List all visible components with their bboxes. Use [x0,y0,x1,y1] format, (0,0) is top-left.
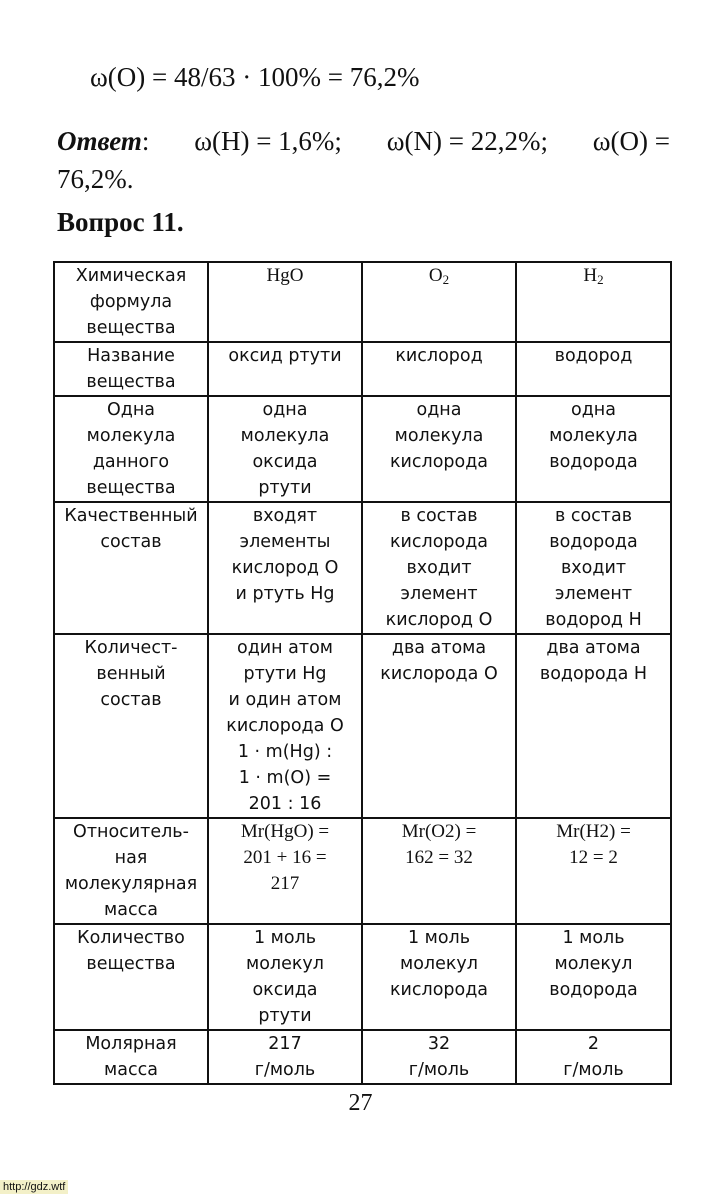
cell-line: Молярная [85,1034,177,1054]
chemical-formula [519,263,668,293]
cell-line: и ртуть Hg [235,584,335,604]
table-cell [208,342,362,396]
table-cell [208,502,362,634]
table-cell [516,396,671,502]
cell-line: молекул [246,954,324,974]
table-row [54,818,671,924]
cell-line: два атома [546,638,641,658]
cell-line: кислорода [389,452,489,472]
table-cell [362,342,516,396]
cell-line: состав [100,532,162,552]
row-label [54,924,208,1030]
cell-line: в состав [554,506,633,526]
cell-line: данного [92,452,170,472]
cell-line: 1 моль [562,928,625,948]
cell-line: масса [104,1060,158,1080]
cell-line: Количест- [84,638,178,658]
answer-block [57,122,670,198]
cell-line: молекулярная [64,874,198,894]
formula-cell [208,262,362,342]
cell-line: Mr(H2) = [556,821,631,842]
cell-line: Mr(HgO) = [240,821,330,842]
cell-line: ртути [258,1006,312,1026]
cell-line: Mr(O2) = [401,821,477,842]
table-cell [362,634,516,818]
cell-line: состав [100,690,162,710]
table-cell [516,342,671,396]
cell-line: и один атом [228,690,342,710]
cell-line: Одна [106,400,156,420]
answer-part-3: ω(O) = [592,126,670,156]
cell-line: молекула [86,426,176,446]
cell-line: 1 моль [407,928,471,948]
cell-line: водород [554,346,633,366]
cell-line: 217 [268,1034,302,1054]
cell-line: вещества [86,478,176,498]
cell-line: венный [96,664,166,684]
table-cell [516,924,671,1030]
cell-line: Количество [77,928,185,948]
question-heading: Вопрос 11. [57,207,184,237]
cell-line: 1 · m(O) = [238,768,332,788]
formula-base: HgO [266,265,304,286]
cell-line: молекула [549,426,638,446]
table-row [54,634,671,818]
answer-label-group [57,122,149,160]
row-label [54,818,208,924]
formula-base: H [583,265,598,286]
table-cell [208,396,362,502]
cell-line: 201 + 16 = [243,847,327,868]
cell-line: 201 : 16 [248,794,322,814]
table-cell [362,1030,516,1084]
cell-line: кислорода O [380,664,498,684]
cell-line: водорода H [539,664,648,684]
cell-line: г/моль [408,1060,470,1080]
cell-line: ная [114,848,148,868]
formula-cell [362,262,516,342]
table-cell [208,924,362,1030]
cell-line: кислород O [385,610,493,630]
cell-line: входят [252,506,318,526]
row-label [54,342,208,396]
cell-line: 162 = 32 [405,847,473,868]
cell-line: входит [406,558,472,578]
formula-subscript: 2 [597,272,604,287]
cell-line: кислорода O [226,716,344,736]
cell-line: молекула [240,426,330,446]
chemical-formula [365,263,513,293]
cell-line: 1 моль [253,928,317,948]
cell-line: Относитель- [73,822,189,842]
table-cell [208,818,362,924]
cell-line: Химическая [75,266,187,286]
cell-line: один атом [236,638,333,658]
cell-line: г/моль [254,1060,316,1080]
cell-line: масса [104,900,158,920]
chemical-formula [211,263,359,289]
table-row [54,342,671,396]
table-cell [362,502,516,634]
cell-line: оксида [252,980,318,1000]
cell-line: вещества [86,318,176,338]
cell-line: вещества [86,954,176,974]
cell-line: 12 = 2 [569,847,618,868]
cell-line: 2 [587,1034,600,1054]
cell-line: молекул [554,954,633,974]
substances-table [53,261,672,1085]
cell-line: водорода [549,452,638,472]
table-cell [516,502,671,634]
answer-part-1: ω(H) = 1,6%; [194,126,342,156]
table-cell [362,924,516,1030]
cell-line: формула [89,292,173,312]
cell-line: в состав [400,506,478,526]
formula-cell [516,262,671,342]
cell-line: молекула [394,426,484,446]
cell-line: кислород [395,346,483,366]
answer-part-2: ω(N) = 22,2%; [386,126,548,156]
formula-line: ω(O) = 48/63 · 100% = 76,2% [90,62,420,92]
cell-line: 1 · m(Hg) : [237,742,333,762]
answer-colon: : [141,126,150,156]
table-cell [362,396,516,502]
cell-line: одна [262,400,308,420]
cell-line: элементы [239,532,331,552]
row-label [54,262,208,342]
cell-line: входит [560,558,627,578]
cell-line: кислорода [389,980,489,1000]
cell-line: водорода [549,980,638,1000]
table-row [54,924,671,1030]
table-cell [208,1030,362,1084]
cell-line: два атома [391,638,487,658]
answer-label: Ответ [57,126,142,156]
cell-line: одна [416,400,462,420]
formula-base: O [428,265,443,286]
table-cell [516,634,671,818]
row-label [54,634,208,818]
cell-line: 32 [427,1034,451,1054]
table-cell [516,1030,671,1084]
watermark-url: http://gdz.wtf [0,1180,68,1194]
formula-subscript: 2 [442,272,450,287]
cell-line: вещества [86,372,176,392]
cell-line: ртути Hg [243,664,327,684]
cell-line: водорода [549,532,638,552]
table-cell [208,634,362,818]
row-label [54,1030,208,1084]
table-cell [516,818,671,924]
table-row-formula [54,262,671,342]
row-label [54,396,208,502]
cell-line: г/моль [563,1060,624,1080]
cell-line: Качественный [64,506,198,526]
cell-line: 217 [270,873,300,894]
cell-line: молекул [400,954,478,974]
cell-line: оксид ртути [228,346,342,366]
cell-line: ртути [258,478,312,498]
cell-line: элемент [554,584,633,604]
row-label [54,502,208,634]
cell-line: кислород O [231,558,339,578]
cell-line: водород H [545,610,642,630]
cell-line: одна [571,400,616,420]
page-number: 27 [348,1090,373,1116]
answer-continuation: 76,2%. [57,164,134,194]
table-cell [362,818,516,924]
table-row [54,502,671,634]
table-row [54,396,671,502]
cell-line: кислорода [389,532,489,552]
cell-line: Название [87,346,175,366]
cell-line: элемент [400,584,478,604]
cell-line: оксида [252,452,318,472]
table-row [54,1030,671,1084]
